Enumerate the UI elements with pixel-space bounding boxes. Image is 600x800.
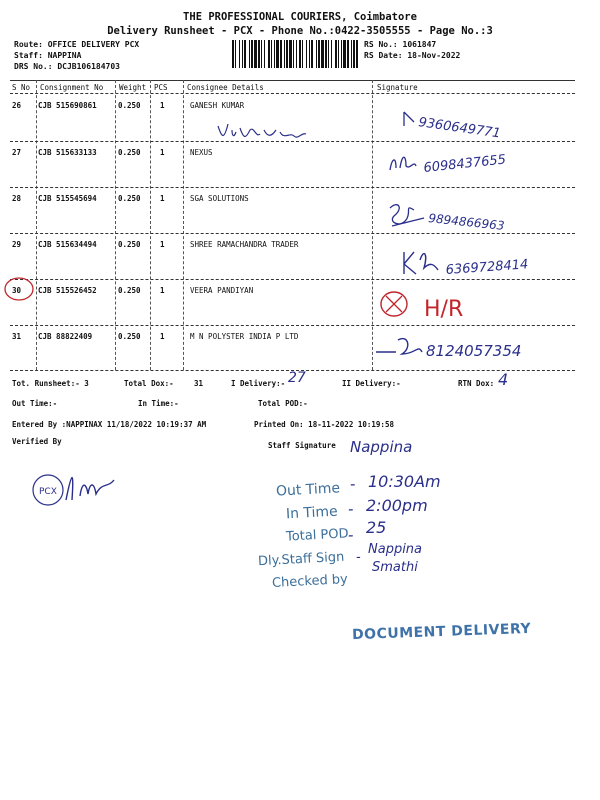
signature-row-30-text: H/R — [424, 297, 464, 322]
signature-row-30 — [378, 286, 498, 326]
stamp-in-time-label: In Time — [285, 503, 339, 523]
runsheet-subtitle: Delivery Runsheet - PCX - Phone No.:0422-3505555 - Page No.:3 — [107, 25, 493, 37]
col-divider — [150, 80, 151, 370]
stamp-dly-staff-dash: - — [356, 550, 361, 565]
stamp-out-time-value: 10:30Am — [368, 472, 441, 491]
row-consignment: CJB 515634494 — [38, 240, 97, 249]
signature-row-28 — [384, 198, 544, 234]
barcode — [232, 40, 358, 68]
row-consignment: CJB 515690861 — [38, 101, 97, 110]
i-delivery-value: 27 — [288, 370, 306, 386]
row-pcs: 1 — [160, 194, 165, 203]
row-consignee: M N POLYSTER INDIA P LTD — [190, 332, 299, 341]
col-header-pcs: PCS — [154, 83, 168, 92]
stamp-dly-staff-value: Nappina — [368, 542, 423, 557]
row-pcs: 1 — [160, 332, 165, 341]
tot-runsheet: Tot. Runsheet:- 3 — [12, 379, 89, 388]
col-header-signature: Signature — [377, 83, 418, 92]
row-weight: 0.250 — [118, 194, 141, 203]
rs-number: RS No.: 1061847 — [364, 40, 437, 49]
col-divider — [36, 80, 37, 370]
route-label: Route: OFFICE DELIVERY PCX — [14, 40, 140, 49]
signature-row-31-number: 8124057354 — [426, 342, 522, 360]
row-sno: 30 — [12, 286, 22, 295]
row-consignment: CJB 88822409 — [38, 332, 93, 341]
row-consignment: CJB 515545694 — [38, 194, 97, 203]
row-sno: 27 — [12, 148, 22, 157]
row-rule — [10, 187, 575, 188]
staff-signature-label: Staff Signature — [268, 441, 336, 450]
signature-row-26 — [398, 96, 528, 142]
row-sno: 31 — [12, 332, 22, 341]
stamp-out-time-value-prefix: - — [350, 475, 356, 493]
entered-by: Entered By :NAPPINAX 11/18/2022 10:19:37 AM — [12, 420, 207, 429]
col-header-consignee: Consignee Details — [187, 83, 264, 92]
signature-row-27 — [386, 148, 556, 182]
row-highlight-circle — [2, 274, 38, 304]
row-consignee: SHREE RAMACHANDRA TRADER — [190, 240, 299, 249]
signature-row-27-number: 6098437655 — [422, 152, 507, 176]
stamp-in-time-value: 2:00pm — [366, 496, 428, 515]
row-sno: 28 — [12, 194, 22, 203]
col-header-sno: S No — [12, 83, 31, 92]
row-consignee: VEERA PANDIYAN — [190, 286, 254, 295]
verified-by-label: Verified By — [12, 437, 62, 446]
row-pcs: 1 — [160, 240, 165, 249]
row-consignee: NEXUS — [190, 148, 213, 157]
drs-number: DRS No.: DCJB106184703 — [14, 62, 120, 71]
row-sno: 29 — [12, 240, 22, 249]
signature-row-29-number: 6369728414 — [445, 257, 529, 278]
signature-row-26-number: 9360649771 — [417, 115, 502, 142]
signature-row-28-number: 9894866963 — [427, 211, 506, 233]
staff-signature-hand: Nappina — [350, 438, 413, 456]
row-sno: 26 — [12, 101, 22, 110]
table-top-rule — [10, 80, 575, 81]
out-time-label: Out Time:- — [12, 399, 58, 408]
signature-row-29 — [398, 244, 568, 280]
rtn-dox-value: 4 — [498, 370, 509, 389]
total-dox-value: 31 — [194, 379, 204, 388]
i-delivery-label: I Delivery:- — [231, 379, 286, 388]
row-pcs: 1 — [160, 148, 165, 157]
row-consignee: GANESH KUMAR — [190, 101, 245, 110]
printed-on: Printed On: 18-11-2022 10:19:58 — [254, 420, 394, 429]
signature-row-31 — [372, 330, 582, 366]
row-weight: 0.250 — [118, 148, 141, 157]
rs-date: RS Date: 18-Nov-2022 — [364, 51, 461, 60]
row-pcs: 1 — [160, 101, 165, 110]
col-divider — [115, 80, 116, 370]
rtn-dox-label: RTN Dox: — [458, 379, 495, 388]
stamp-in-time-dash: - — [348, 500, 354, 518]
col-divider — [372, 80, 373, 370]
stamp-total-pod-dash: - — [348, 526, 354, 544]
col-header-consignment: Consignment No — [40, 83, 104, 92]
row-weight: 0.250 — [118, 286, 141, 295]
stamp-total-pod-value: 25 — [366, 518, 387, 537]
pcx-seal-signature — [28, 460, 128, 520]
col-header-weight: Weight — [119, 83, 147, 92]
ii-delivery-label: II Delivery:- — [342, 379, 401, 388]
row-consignee: SGA SOLUTIONS — [190, 194, 249, 203]
company-title: THE PROFESSIONAL COURIERS, Coimbatore — [183, 11, 417, 23]
table-header-rule — [10, 93, 575, 94]
total-dox-label: Total Dox:- — [124, 379, 174, 388]
stamp-out-time-label: Out Time — [275, 480, 341, 500]
total-pod-label: Total POD:- — [258, 399, 308, 408]
col-divider — [183, 80, 184, 370]
row-pcs: 1 — [160, 286, 165, 295]
row-weight: 0.250 — [118, 332, 141, 341]
stamp-checked-by-value: Smathi — [372, 560, 418, 575]
row-consignment: CJB 515526452 — [38, 286, 97, 295]
stamp-dly-staff-label: Dly.Staff Sign — [257, 549, 345, 570]
row-weight: 0.250 — [118, 101, 141, 110]
pcx-seal-text: PCX — [39, 487, 57, 497]
document-delivery-stamp: DOCUMENT DELIVERY — [351, 620, 532, 644]
in-time-label: In Time:- — [138, 399, 179, 408]
row-consignment: CJB 515633133 — [38, 148, 97, 157]
row-weight: 0.250 — [118, 240, 141, 249]
staff-label: Staff: NAPPINA — [14, 51, 82, 60]
stamp-total-pod-label: Total POD — [285, 526, 349, 545]
stamp-checked-by-label: Checked by — [271, 572, 349, 591]
handwritten-name-signature — [210, 118, 320, 144]
